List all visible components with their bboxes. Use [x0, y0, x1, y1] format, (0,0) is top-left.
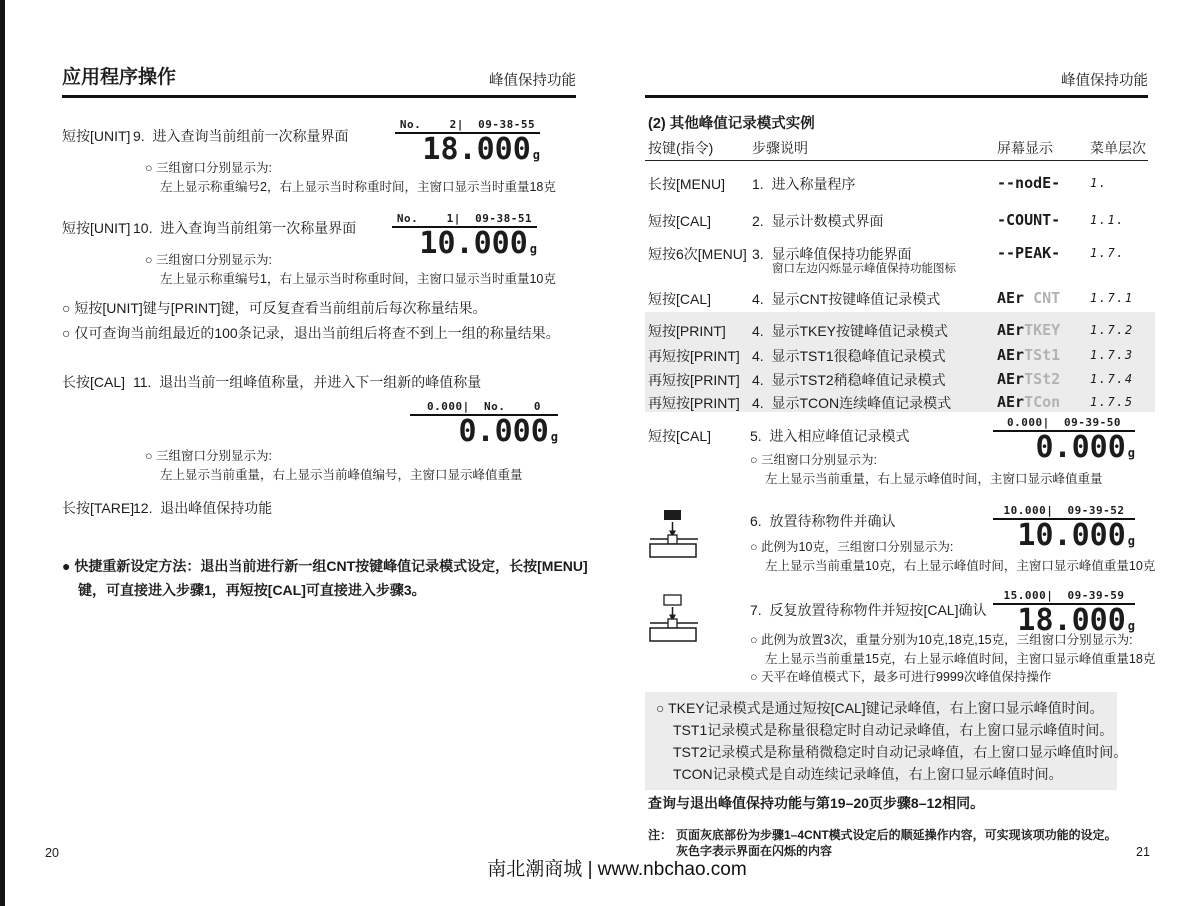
- lcd-value: 18.000: [422, 132, 531, 167]
- section-title: 峰值保持功能: [489, 73, 576, 89]
- step10-note2: 左上显示称重编号1，右上显示当时称重时间，主窗口显示当时重量10克: [160, 272, 556, 286]
- lcd-value: 0.000: [458, 414, 549, 449]
- row-step: 3. 显示峰值保持功能界面: [752, 246, 912, 262]
- step12-key: 长按[TARE]: [62, 500, 135, 516]
- row-level: 1.7.5: [1090, 395, 1134, 409]
- row-step: 4. 显示TKEY按键峰值记录模式: [752, 323, 949, 339]
- table-row-gray: [648, 370, 1152, 390]
- row-level: 1.7.1: [1090, 291, 1134, 305]
- footnote-line1: 页面灰底部份为步骤1–4CNT模式设定后的顺延操作内容，可实现该项功能的设定。: [676, 828, 1117, 842]
- seg-static: AEr: [997, 321, 1025, 339]
- lcd-step5: [993, 416, 1135, 464]
- table-row-gray: [648, 346, 1152, 366]
- step12-text: 12. 退出峰值保持功能: [133, 500, 273, 516]
- step9-key: 短按[UNIT]: [62, 128, 131, 144]
- lcd-unit: g: [1127, 534, 1135, 548]
- place-weight-filled-icon: [648, 509, 700, 559]
- lcd-value: 18.000: [1017, 603, 1126, 638]
- subsection-title: (2) 其他峰值记录模式实例: [648, 116, 815, 132]
- lcd-main-value: [392, 228, 537, 260]
- row3-subnote: 窗口左边闪烁显示峰值保持功能图标: [772, 263, 956, 275]
- lcd-step10: [392, 212, 537, 260]
- step6-text: 6. 放置待称物件并确认: [750, 513, 896, 529]
- seg-static: -COUNT-: [997, 211, 1061, 229]
- col-header-key: 按键(指令): [648, 140, 714, 156]
- row-display: [997, 174, 1090, 192]
- row-key: 短按6次[MENU]: [648, 246, 747, 262]
- row-level: 1.7.2: [1090, 323, 1134, 337]
- lcd-main-value: [993, 520, 1135, 552]
- step11-key: 长按[CAL]: [62, 374, 126, 390]
- page-number-right: 21: [1136, 845, 1150, 859]
- section-title-right: 峰值保持功能: [1061, 73, 1148, 89]
- seg-static: AEr: [997, 393, 1025, 411]
- step7-text: 7. 反复放置待称物件并短按[CAL]确认: [750, 602, 987, 618]
- row-key: 再短按[PRINT]: [648, 372, 740, 388]
- graybox-line1: ○ TKEY记录模式是通过短按[CAL]键记录峰值，右上窗口显示峰值时间。: [656, 700, 1104, 716]
- row-display: [997, 289, 1090, 307]
- row-key: 短按[PRINT]: [648, 323, 726, 339]
- row-key: 短按[CAL]: [648, 291, 712, 307]
- row-level: 1.7.3: [1090, 348, 1134, 362]
- row-display: [997, 370, 1090, 388]
- lcd-value: 0.000: [1035, 430, 1126, 465]
- lcd-unit: g: [1127, 619, 1135, 633]
- header-rule-right: [645, 95, 1148, 98]
- lcd-value: 10.000: [1017, 518, 1126, 553]
- step7-note3: ○ 天平在峰值模式下，最多可进行9999次峰值保持操作: [750, 670, 1052, 684]
- step7-note1: ○ 此例为放置3次，重量分别为10克,18克,15克，三组窗口分别显示为:: [750, 633, 1133, 647]
- col-header-display: 屏幕显示: [997, 140, 1053, 156]
- circle-note-1: ○ 短按[UNIT]键与[PRINT]键，可反复查看当前组前后每次称量结果。: [62, 300, 487, 316]
- row-level: 1.7.4: [1090, 372, 1134, 386]
- row-key: 再短按[PRINT]: [648, 348, 740, 364]
- row-level: 1.1.: [1090, 213, 1125, 227]
- lcd-top-line: 0.000| 09-39-50: [993, 416, 1135, 432]
- lcd-top-line: 15.000| 09-39-59: [993, 589, 1135, 605]
- row-step: 4. 显示TST2稍稳峰值记录模式: [752, 372, 946, 388]
- lcd-unit: g: [550, 430, 558, 444]
- table-row: [648, 211, 1152, 231]
- seg-flash: TKEY: [1024, 321, 1061, 339]
- row-key: 长按[MENU]: [648, 176, 725, 192]
- lcd-main-value: [993, 432, 1135, 464]
- step11-text: 11. 退出当前一组峰值称量，并进入下一组新的峰值称量: [133, 374, 482, 390]
- row-display: [997, 346, 1090, 364]
- scan-edge: [0, 0, 5, 906]
- table-row-gray: [648, 321, 1152, 341]
- seg-flash: TSt2: [1024, 370, 1061, 388]
- row-display: [997, 211, 1090, 229]
- lcd-main-value: [395, 134, 540, 166]
- row-key: 短按[CAL]: [648, 213, 712, 229]
- seg-flash: TSt1: [1024, 346, 1061, 364]
- row-key: 再短按[PRINT]: [648, 395, 740, 411]
- watermark: 南北潮商城 | www.nbchao.com: [487, 859, 747, 880]
- step10-key: 短按[UNIT]: [62, 220, 131, 236]
- lcd-unit: g: [529, 242, 537, 256]
- col-header-step: 步骤说明: [752, 140, 808, 156]
- seg-static: --PEAK-: [997, 244, 1061, 262]
- step6-note1: ○ 此例为10克，三组窗口分别显示为:: [750, 540, 954, 554]
- page-title: 应用程序操作: [62, 67, 177, 88]
- lcd-main-value: [410, 416, 558, 448]
- lcd-step11: [410, 400, 558, 448]
- step9-note1: ○ 三组窗口分别显示为:: [145, 161, 272, 175]
- header-rule: [62, 95, 576, 98]
- row-step: 4. 显示TST1很稳峰值记录模式: [752, 348, 946, 364]
- step6-note2: 左上显示当前重量10克，右上显示峰值时间，主窗口显示峰值重量10克: [765, 559, 1156, 573]
- table-header-rule: [645, 160, 1148, 161]
- seg-static: AEr: [997, 346, 1025, 364]
- seg-flash: TCon: [1024, 393, 1061, 411]
- lcd-unit: g: [1127, 446, 1135, 460]
- row-step: 4. 显示CNT按键峰值记录模式: [752, 291, 941, 307]
- lcd-top-line: 0.000| No. 0: [410, 400, 558, 416]
- lcd-top-line: No. 2| 09-38-55: [395, 118, 540, 134]
- footnote-line2: 灰色字表示界面在闪烁的内容: [676, 844, 833, 858]
- step10-note1: ○ 三组窗口分别显示为:: [145, 253, 272, 267]
- graybox-line4: TCON记录模式是自动连续记录峰值，右上窗口显示峰值时间。: [673, 766, 1063, 782]
- step5-text: 5. 进入相应峰值记录模式: [750, 428, 910, 444]
- lcd-step9: [395, 118, 540, 166]
- lcd-step7: [993, 589, 1135, 637]
- lcd-top-line: 10.000| 09-39-52: [993, 504, 1135, 520]
- step5-key: 短按[CAL]: [648, 428, 712, 444]
- table-header-row: [648, 138, 1152, 158]
- table-row: [648, 244, 1152, 264]
- seg-static: AEr: [997, 370, 1025, 388]
- row-step: 4. 显示TCON连续峰值记录模式: [752, 395, 952, 411]
- step9-note2: 左上显示称重编号2，右上显示当时称重时间，主窗口显示当时重量18克: [160, 180, 556, 194]
- lcd-step6: [993, 504, 1135, 552]
- page-number-left: 20: [45, 846, 59, 860]
- lcd-value: 10.000: [419, 226, 528, 261]
- summary-line: 查询与退出峰值保持功能与第19–20页步骤8–12相同。: [648, 795, 985, 811]
- table-row: [648, 174, 1152, 194]
- graybox-line3: TST2记录模式是称量稍微稳定时自动记录峰值，右上窗口显示峰值时间。: [673, 744, 1128, 760]
- graybox-line2: TST1记录模式是称量很稳定时自动记录峰值，右上窗口显示峰值时间。: [673, 722, 1114, 738]
- col-header-level: 菜单层次: [1090, 140, 1146, 156]
- table-row-gray: [648, 393, 1152, 413]
- bullet-note-line2: 键，可直接进入步骤1，再短按[CAL]可直接进入步骤3。: [78, 582, 426, 598]
- row-level: 1.7.: [1090, 246, 1125, 260]
- row-level: 1.: [1090, 176, 1108, 190]
- row-step: 2. 显示计数模式界面: [752, 213, 884, 229]
- step10-text: 10. 进入查询当前组第一次称量界面: [133, 220, 357, 236]
- footnote-label: 注：: [648, 828, 673, 842]
- circle-note-2: ○ 仅可查询当前组最近的100条记录，退出当前组后将查不到上一组的称量结果。: [62, 325, 560, 341]
- lcd-main-value: [993, 605, 1135, 637]
- bullet-note-line1: ● 快捷重新设定方法：退出当前进行新一组CNT按键峰值记录模式设定，长按[MENU]: [62, 558, 588, 574]
- row-display: [997, 393, 1090, 411]
- step11-note2: 左上显示当前重量，右上显示当前峰值编号，主窗口显示峰值重量: [160, 468, 523, 482]
- place-weight-outline-icon: [648, 594, 700, 642]
- lcd-unit: g: [532, 148, 540, 162]
- row-display: [997, 244, 1090, 262]
- lcd-top-line: No. 1| 09-38-51: [392, 212, 537, 228]
- row-step: 1. 进入称量程序: [752, 176, 856, 192]
- step5-note1: ○ 三组窗口分别显示为:: [750, 453, 877, 467]
- step11-note1: ○ 三组窗口分别显示为:: [145, 449, 272, 463]
- row-display: [997, 321, 1090, 339]
- seg-flash: CNT: [1033, 289, 1061, 307]
- table-row: [648, 289, 1152, 309]
- step7-note2: 左上显示当前重量15克，右上显示峰值时间，主窗口显示峰值重量18克: [765, 652, 1156, 666]
- step5-note2: 左上显示当前重量，右上显示峰值时间，主窗口显示峰值重量: [765, 472, 1103, 486]
- step9-text: 9. 进入查询当前组前一次称量界面: [133, 128, 349, 144]
- seg-static: --nodE-: [997, 174, 1061, 192]
- seg-static: AEr: [997, 289, 1034, 307]
